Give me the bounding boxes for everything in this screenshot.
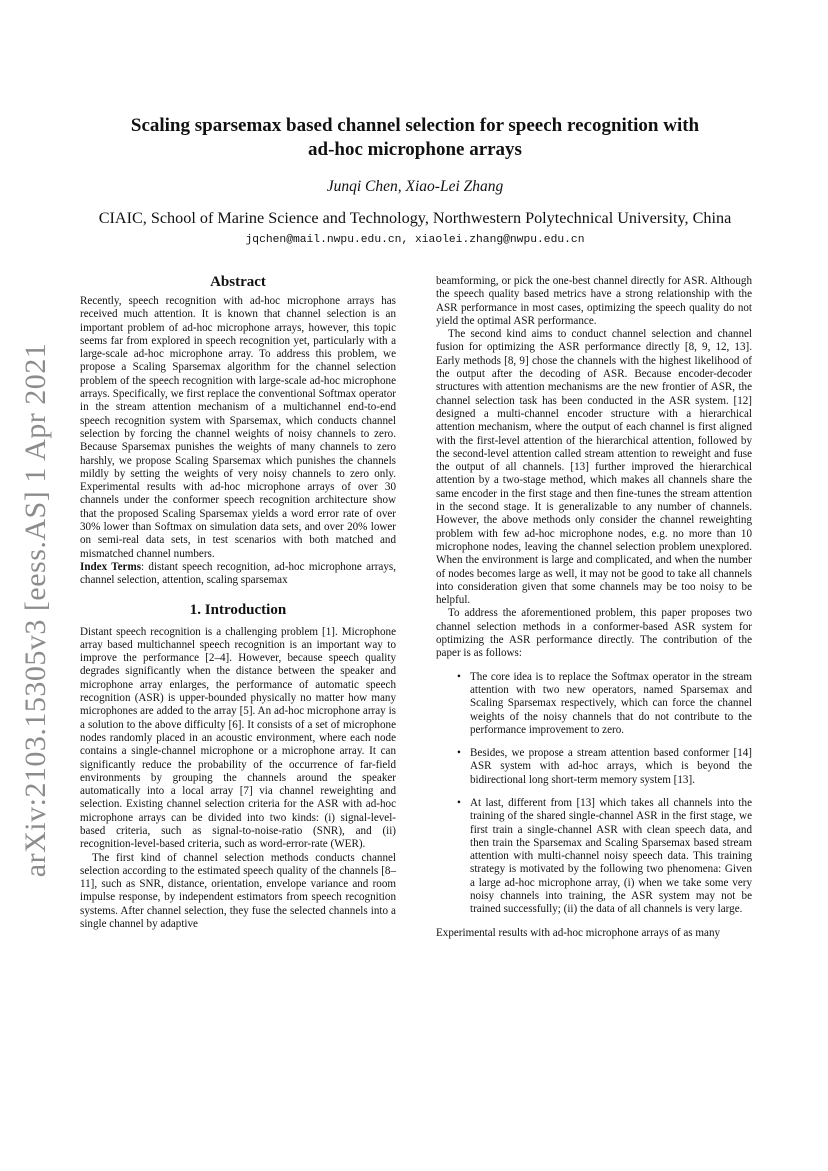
right-paragraph-3: To address the aforementioned problem, this paper proposes two channel selection methods in a conformer-based ASR system for optimizing the ASR performance directly. The contribution of the paper is as follows: (436, 607, 752, 660)
title-line-1: Scaling sparsemax based channel selection for speech recognition with (130, 115, 700, 136)
introduction-heading: 1. Introduction (189, 601, 287, 618)
arxiv-id: arXiv:2103.15305v3 [eess.AS] 1 Apr 2021 (19, 342, 52, 878)
paper-title (90, 114, 740, 162)
right-paragraph-2: The second kind aims to conduct channel selection and channel fusion for optimizing the ASR performance directly [8, 9, 12, 13]. Early methods [8, 9] chose the channels with the highest likelihood of the output after the decoding of ASR. Because encoder-decoder structures with attention mechanisms are the new frontier of ASR, the channel selection task has been conducted in the ASR system. [12] designed a multi-channel encoder structure with a hierarchical attention mechanism, where the output of each channel is first aligned with the first-level attention of the hierarchical attention, followed by the second-level attention called stream attention to reweight and fuse the output of all channels. [13] further improved the hierarchical attention by a two-stage method, which makes all channels share the same encoder in the first stage and then fine-tunes the stream attention in the second stage. It is generalizable to any number of channels. However, the above methods only consider the channel reweighting problem with few ad-hoc microphone nodes, e.g. no more than 10 microphone nodes, leaving the channel selection problem unexplored. When the environment is large and complicated, and when the number of nodes becomes large as well, it may not be good to take all channels into consideration given that some channels may be too noisy to be helpful. (436, 328, 752, 607)
affiliation: CIAIC, School of Marine Science and Technology, Northwestern Polytechnical University, China (98, 209, 732, 227)
right-column (436, 275, 752, 940)
abstract-text: Recently, speech recognition with ad-hoc microphone arrays has received much attention. It is known that channel selection is an important problem of ad-hoc microphone arrays, however, this topic seems far from explored in speech recognition yet, particularly with a large-scale ad-hoc microphone array. To address this problem, we propose a Scaling Sparsemax algorithm for the channel selection problem of the speech recognition with large-scale ad-hoc microphone arrays. Specifically, we first replace the conventional Softmax operator in the stream attention mechanism of a multichannel end-to-end speech recognition system with Sparsemax, which conducts channel selection by forcing the channel weights of noisy channels to zero. Because Sparsemax punishes the weights of many channels to zero harshly, we propose Scaling Sparsemax which punishes the channels mildly by setting the weights of very noisy channels to zero only. Experimental results with ad-hoc microphone arrays of over 30 channels under the conformer speech recognition architecture show that the proposed Scaling Sparsemax yields a word error rate of over 30% lower than Softmax on simulation data sets, and over 20% lower on semi-real data sets, in test scenarios with both matched and mismatched channel numbers. (80, 295, 396, 560)
contribution-list (436, 671, 752, 917)
intro-paragraph-1: Distant speech recognition is a challenging problem [1]. Microphone array based multichannel speech recognition is an important way to improve the performance [2–4]. However, because speech quality degrades significantly when the distance between the speaker and microphone array enlarges, the performance of automatic speech recognition (ASR) is upper-bounded physically no matter how many microphones are added to the array [5]. An ad-hoc microphone array is a solution to the above difficulty [6]. It consists of a set of microphone nodes randomly placed in an acoustic environment, where each node contains a single-channel microphone or a microphone array. It can significantly reduce the probability of the occurrence of far-field environments by grouping the channels around the speaker automatically into a local array [7] via channel reweighting and selection. Existing channel selection criteria for the ASR with ad-hoc microphone arrays can be divided into two kinds: (i) signal-level-based criteria, such as signal-to-noise-ratio (SNR), and (ii) recognition-level-based criteria, such as word-error-rate (WER). (80, 625, 396, 851)
title-line-2: ad-hoc microphone arrays (308, 139, 522, 160)
index-terms-label: Index Terms (80, 560, 142, 573)
list-item: • The core idea is to replace the Softmax operator in the stream attention with two new operators, named Sparsemax and Scaling Sparsemax respectively, which can force the channel weights of the noisy channels that do not contribute to the performance improvement to zero. (470, 671, 752, 737)
index-terms (80, 561, 396, 588)
index-terms-text: : distant speech recognition, ad-hoc microphone arrays, channel selection, attention, scaling sparsemax (80, 560, 396, 587)
right-last-line: Experimental results with ad-hoc microphone arrays of as many (436, 926, 721, 939)
left-column (80, 273, 396, 931)
list-item: • Besides, we propose a stream attention based conformer [14] ASR system with ad-hoc arrays, which is beyond the bidirectional long short-term memory system [13]. (470, 747, 752, 787)
abstract-heading: Abstract (210, 274, 266, 290)
list-item: • At last, different from [13] which takes all channels into the training of the shared single-channel ASR in the first stage, we first train a single-channel ASR with clean speech data, and then train the Sparsemax and Scaling Sparsemax based stream attention with multi-channel noisy speech data. This training strategy is motivated by the following two phenomena: Given a large ad-hoc microphone array, (i) when we take some very noisy channels into training, the ASR system may not be trained successfully; (ii) the data of all channels is very large. (470, 797, 752, 917)
intro-paragraph-2: The first kind of channel selection methods conducts channel selection according to the estimated speech quality of the channels [8–11], such as SNR, distance, orientation, envelope variance and room impulse response, by independent estimators from speech recognition systems. After channel selection, they fuse the selected channels into a single channel by adaptive (80, 851, 396, 931)
authors: Junqi Chen, Xiao-Lei Zhang (326, 178, 504, 195)
emails: jqchen@mail.nwpu.edu.cn, xiaolei.zhang@nwpu.edu.cn (245, 234, 585, 246)
arxiv-stamp (6, 342, 66, 878)
right-paragraph-1: beamforming, or pick the one-best channel directly for ASR. Although the speech quality based metrics have a strong relationship with the ASR performance in most cases, optimizing the speech quality do not yield the optimal ASR performance. (436, 275, 752, 327)
